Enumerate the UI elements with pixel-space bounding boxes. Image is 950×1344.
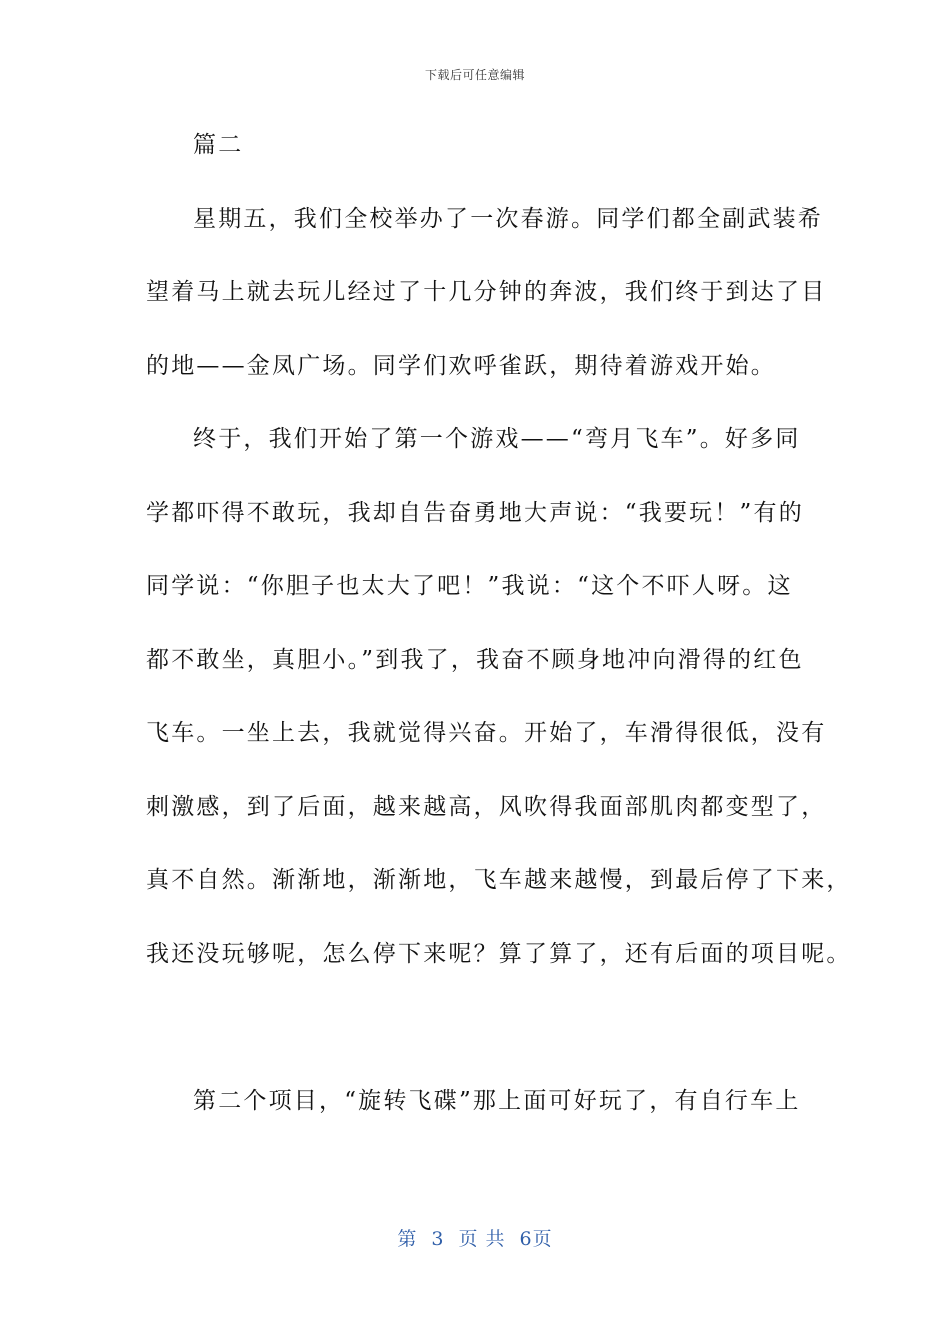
section-title: 篇二 [193, 132, 244, 158]
paragraph-line: 望着马上就去玩儿经过了十几分钟的奔波，我们终于到达了目 [146, 279, 827, 305]
paragraph-gap [146, 1000, 806, 1074]
paragraph-line: 刺激感，到了后面，越来越高，风吹得我面部肌肉都变型了， [146, 793, 827, 820]
footer-middle: 页 共 [458, 1228, 506, 1250]
document-body [146, 118, 852, 1147]
paragraph-line: 我还没玩够呢，怎么停下来呢？算了算了，还有后面的项目呢。 [146, 940, 852, 967]
paragraph-line: 真不自然。渐渐地，渐渐地，飞车越来越慢，到最后停了下来， [146, 867, 852, 893]
paragraph-line: 的地——金凤广场。同学们欢呼雀跃，期待着游戏开始。 [146, 352, 776, 379]
paragraph-line: 星期五，我们全校举办了一次春游。同学们都全副武装希 [193, 205, 823, 232]
paragraph-line: 终于，我们开始了第一个游戏——“弯月飞车”。好多同 [193, 426, 801, 452]
header-note: 下载后可任意编辑 [424, 68, 525, 82]
page-number-footer [0, 1224, 950, 1251]
paragraph-line: 都不敢坐，真胆小。”到我了，我奋不顾身地冲向滑得的红色 [146, 646, 804, 673]
paragraph-line: 第二个项目，“旋转飞碟”那上面可好玩了，有自行车上 [193, 1087, 801, 1114]
footer-prefix: 第 [397, 1228, 418, 1250]
footer-total-pages: 6页 [519, 1228, 553, 1250]
paragraph-line: 同学说：“你胆子也太大了吧！”我说：“这个不吓人呀。这 [146, 573, 793, 599]
paragraph-line: 学都吓得不敢玩，我却自告奋勇地大声说：“我要玩！”有的 [146, 499, 804, 526]
footer-current-page: 3 [431, 1228, 445, 1250]
paragraph-line: 飞车。一坐上去，我就觉得兴奋。开始了，车滑得很低，没有 [146, 720, 827, 746]
